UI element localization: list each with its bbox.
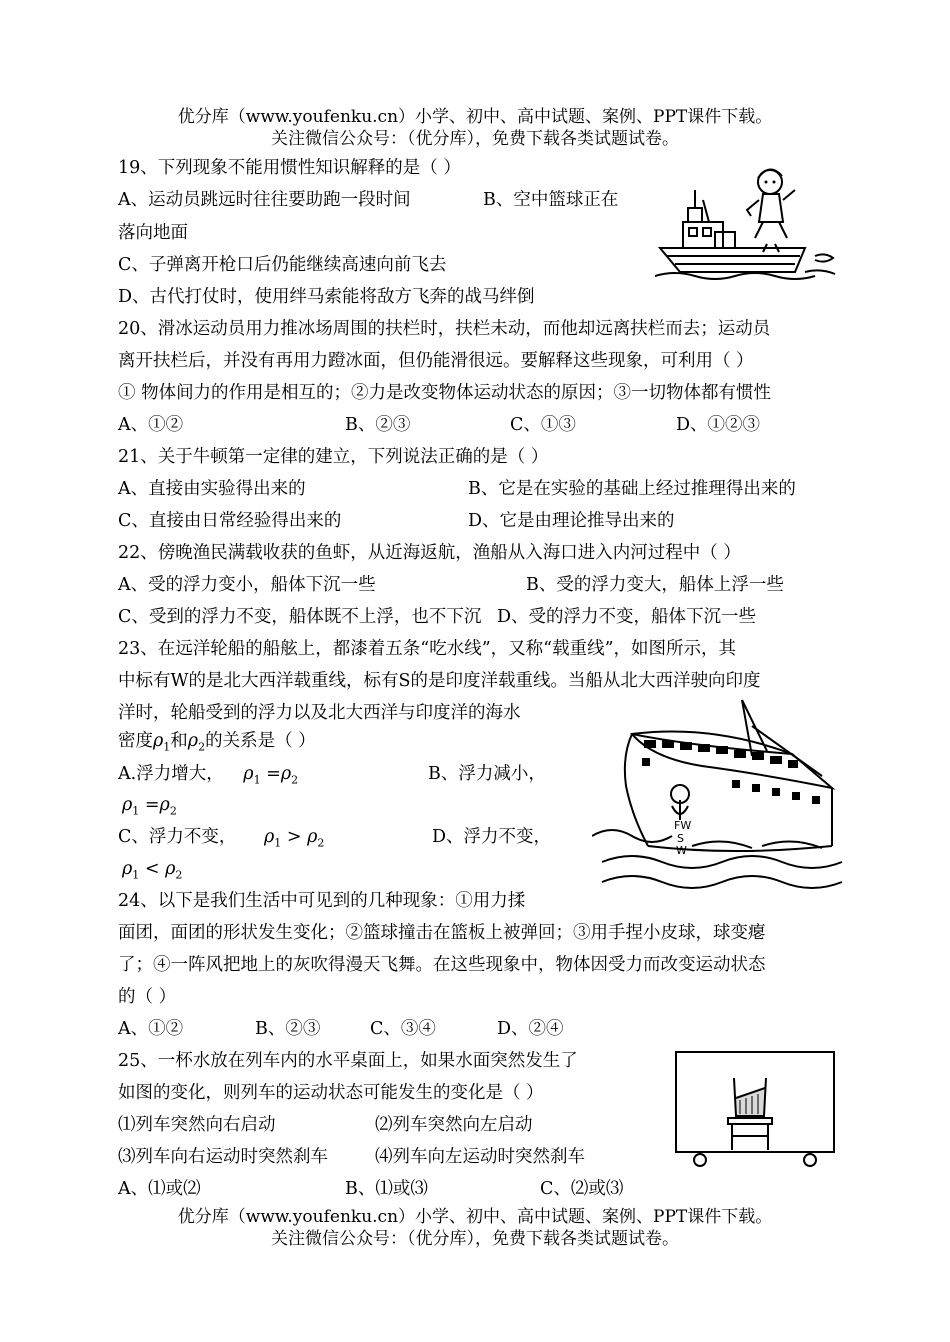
load-line-label-s: S bbox=[677, 832, 684, 845]
q20-option-a: A、①② bbox=[118, 415, 184, 435]
q20-option-d: D、①②③ bbox=[676, 415, 761, 435]
q23-option-c bbox=[118, 826, 324, 855]
subscript: 1 bbox=[132, 804, 140, 818]
q23-option-d-relation bbox=[122, 858, 182, 887]
q25-stem-line2: 如图的变化，则列车的运动状态可能发生的变化是（ ） bbox=[118, 1083, 544, 1103]
q22-option-b: B、受的浮力变大，船体上浮一些 bbox=[526, 575, 784, 595]
q25-item-2: ⑵列车突然向左启动 bbox=[375, 1115, 533, 1135]
rho-symbol: ρ bbox=[153, 731, 164, 751]
subscript: 2 bbox=[175, 868, 183, 882]
q22-stem: 22、傍晚渔民满载收获的鱼虾，从近海返航，渔船从入海口进入内河过程中（ ） bbox=[118, 543, 741, 563]
q23-option-a bbox=[118, 763, 298, 792]
q23-stem4-b: 和 bbox=[170, 731, 188, 751]
relation-sign: > bbox=[286, 827, 302, 847]
q21-option-b: B、它是在实验的基础上经过推理得出来的 bbox=[468, 479, 796, 499]
q24-stem-line1: 24、以下是我们生活中可见到的几种现象：①用力揉 bbox=[118, 891, 526, 911]
q24-option-c: C、③④ bbox=[370, 1019, 436, 1039]
subscript: 1 bbox=[253, 773, 261, 787]
q21-stem: 21、关于牛顿第一定律的建立，下列说法正确的是（ ） bbox=[118, 447, 549, 467]
q25-option-b: B、⑴或⑶ bbox=[345, 1179, 428, 1199]
q23-option-b-relation bbox=[122, 794, 177, 823]
q23-stem4-c: 的关系是（ ） bbox=[205, 731, 316, 751]
q20-stem-line2: 离开扶栏后，并没有再用力蹬冰面，但仍能滑很远。要解释这些现象，可利用（ ） bbox=[118, 351, 754, 371]
load-line-label-fw: FW bbox=[674, 819, 692, 832]
load-line-label-w: W bbox=[676, 844, 687, 857]
rho-symbol: ρ bbox=[243, 764, 254, 784]
relation-sign: < bbox=[144, 859, 160, 879]
q24-stem-line3: 了；④一阵风把地上的灰吹得漫天飞舞。在这些现象中，物体因受力而改变运动状态 bbox=[118, 955, 766, 975]
q25-train-cup-figure bbox=[670, 1048, 840, 1170]
q20-option-b: B、②③ bbox=[345, 415, 411, 435]
rho-symbol: ρ bbox=[122, 795, 133, 815]
q20-stem-line3: ① 物体间力的作用是相互的；②力是改变物体运动状态的原因；③一切物体都有惯性 bbox=[118, 383, 772, 403]
q23-stem-line3: 洋时，轮船受到的浮力以及北大西洋与印度洋的海水 bbox=[118, 703, 521, 723]
q24-stem-line2: 面团，面团的形状发生变化；②篮球撞击在篮板上被弹回；③用手捏小皮球，球变瘪 bbox=[118, 923, 766, 943]
rho-symbol: ρ bbox=[280, 764, 292, 784]
q23-stem-line4 bbox=[118, 730, 316, 759]
q19-option-b-cont: 落向地面 bbox=[118, 223, 188, 243]
subscript: 1 bbox=[132, 868, 140, 882]
q20-option-c: C、①③ bbox=[510, 415, 576, 435]
q23-option-d: D、浮力不变， bbox=[432, 827, 552, 847]
q21-option-a: A、直接由实验得出来的 bbox=[118, 479, 306, 499]
q24-option-d: D、②④ bbox=[497, 1019, 564, 1039]
q22-option-d: D、受的浮力不变，船体下沉一些 bbox=[497, 607, 757, 627]
subscript: 2 bbox=[198, 740, 206, 754]
q25-item-1: ⑴列车突然向右启动 bbox=[118, 1115, 276, 1135]
q22-option-a: A、受的浮力变小，船体下沉一些 bbox=[118, 575, 376, 595]
q20-stem-line1: 20、滑冰运动员用力推冰场周围的扶栏时，扶栏未动，而他却远离扶栏而去；运动员 bbox=[118, 319, 771, 339]
q21-option-d: D、它是由理论推导出来的 bbox=[468, 511, 675, 531]
q19-option-a: A、运动员跳远时往往要助跑一段时间 bbox=[118, 190, 411, 210]
q25-option-c: C、⑵或⑶ bbox=[540, 1179, 624, 1199]
q23-stem-line2: 中标有W的是北大西洋载重线，标有S的是印度洋载重线。当船从北大西洋驶向印度 bbox=[118, 671, 761, 691]
q19-option-d: D、古代打仗时，使用绊马索能将敌方飞奔的战马绊倒 bbox=[118, 287, 535, 307]
q19-stem: 19、下列现象不能用惯性知识解释的是（ ） bbox=[118, 158, 461, 178]
q23-option-a-text: A.浮力增大， bbox=[118, 764, 224, 784]
q22-option-c: C、受到的浮力不变，船体既不上浮，也不下沉 bbox=[118, 607, 482, 627]
q23-option-b: B、浮力减小， bbox=[428, 764, 546, 784]
page-header-line1: 优分库（www.youfenku.cn）小学、初中、高中试题、案例、PPT课件下载。 bbox=[177, 107, 773, 127]
rho-symbol: ρ bbox=[263, 827, 275, 847]
q21-option-c: C、直接由日常经验得出来的 bbox=[118, 511, 342, 531]
page-header-line2: 关注微信公众号：（优分库），免费下载各类试题试卷。 bbox=[271, 129, 679, 149]
q24-option-b: B、②③ bbox=[255, 1019, 321, 1039]
q23-option-c-relation bbox=[263, 827, 325, 850]
subscript: 1 bbox=[274, 836, 282, 850]
page-footer-line1: 优分库（www.youfenku.cn）小学、初中、高中试题、案例、PPT课件下载。 bbox=[177, 1207, 773, 1227]
subscript: 2 bbox=[169, 804, 177, 818]
relation-sign: = bbox=[266, 764, 281, 784]
q19-option-b: B、空中篮球正在 bbox=[483, 190, 619, 210]
q24-stem-line4: 的（ ） bbox=[118, 987, 177, 1007]
q25-option-a: A、⑴或⑵ bbox=[118, 1179, 201, 1199]
q25-item-3: ⑶列车向右运动时突然刹车 bbox=[118, 1147, 328, 1167]
q19-ship-boy-figure bbox=[655, 160, 845, 282]
rho-symbol: ρ bbox=[187, 731, 199, 751]
rho-symbol: ρ bbox=[165, 859, 176, 879]
subscript: 2 bbox=[291, 773, 299, 787]
subscript: 1 bbox=[163, 740, 171, 754]
q23-option-c-text: C、浮力不变， bbox=[118, 827, 237, 847]
q24-option-a: A、①② bbox=[118, 1019, 184, 1039]
q19-option-c: C、子弹离开枪口后仍能继续高速向前飞去 bbox=[118, 255, 447, 275]
q23-option-a-relation bbox=[243, 764, 299, 787]
relation-sign: = bbox=[144, 795, 160, 815]
q23-stem-line1: 23、在远洋轮船的船舷上，都漆着五条“吃水线”，又称“载重线”，如图所示，其 bbox=[118, 639, 737, 659]
q25-stem-line1: 25、一杯水放在列车内的水平桌面上，如果水面突然发生了 bbox=[118, 1051, 578, 1071]
page-footer-line2: 关注微信公众号：（优分库），免费下载各类试题试卷。 bbox=[271, 1229, 679, 1249]
rho-symbol: ρ bbox=[307, 827, 318, 847]
q23-stem4-a: 密度 bbox=[118, 731, 153, 751]
subscript: 2 bbox=[317, 836, 325, 850]
q25-item-4: ⑷列车向左运动时突然刹车 bbox=[375, 1147, 585, 1167]
q23-ship-load-line-figure bbox=[592, 696, 844, 896]
rho-symbol: ρ bbox=[122, 859, 133, 879]
rho-symbol: ρ bbox=[159, 795, 170, 815]
